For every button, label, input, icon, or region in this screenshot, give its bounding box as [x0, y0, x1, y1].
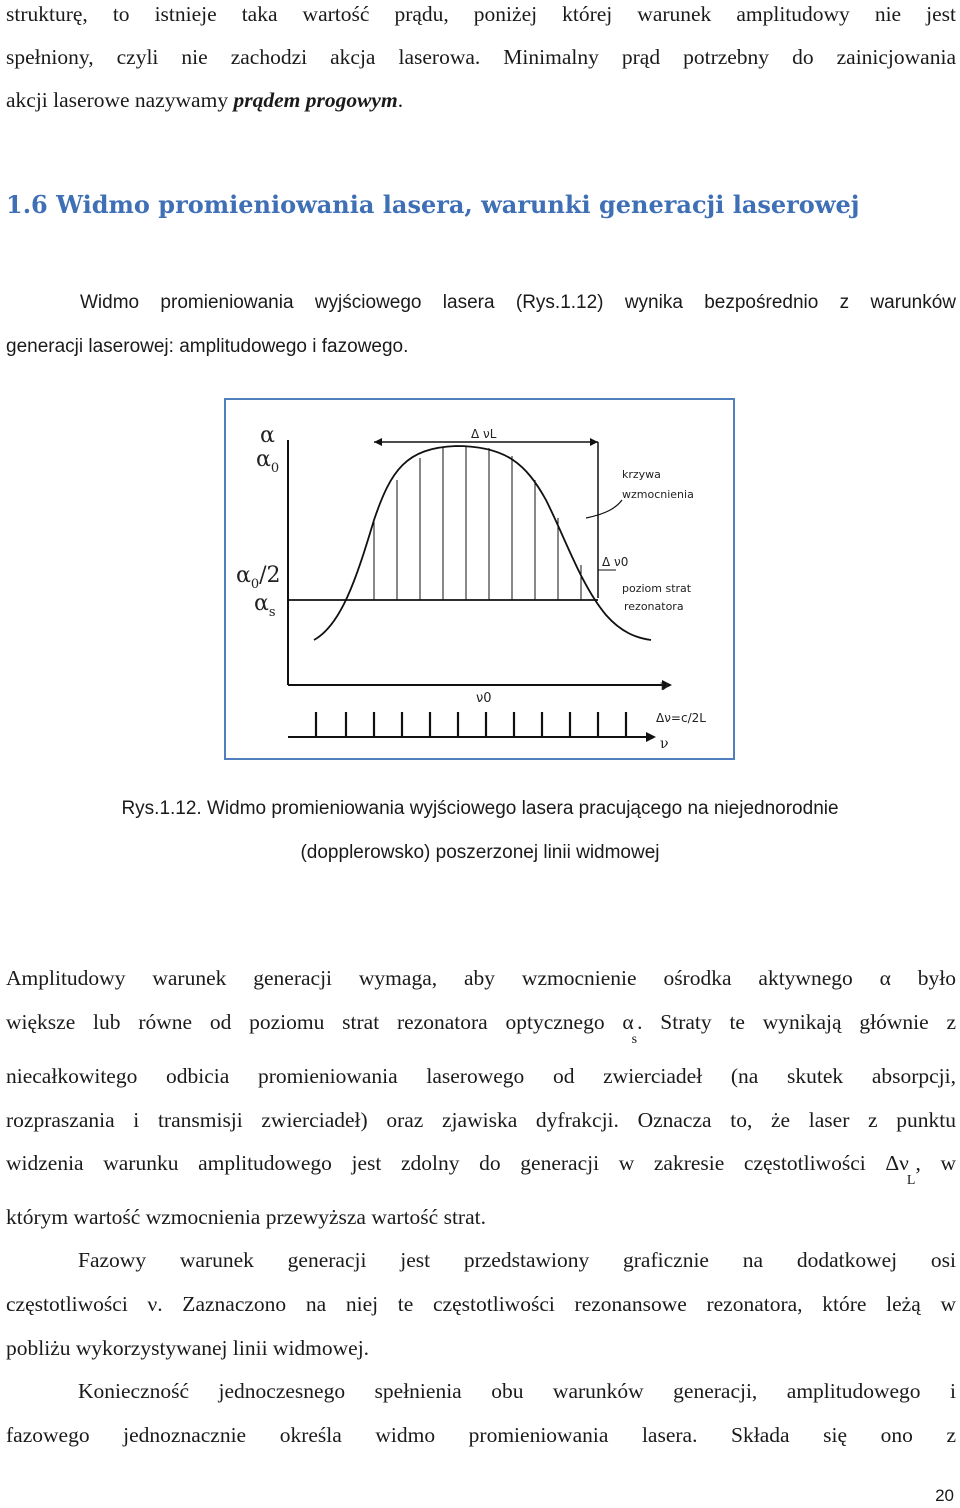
figure-caption-line2: (dopplerowsko) poszerzonej linii widmowej: [300, 842, 660, 863]
text-line: Konieczność jednoczesnego spełnienia obu warunków generacji, amplitudowego i: [78, 1379, 956, 1403]
alphas-label: $\alpha_s$: [254, 591, 276, 620]
dnuL-arrow-left: [374, 438, 382, 446]
text-line: [6, 88, 956, 113]
alpha0-label: $\alpha_0$: [256, 447, 280, 476]
nu-axis2-label: ν: [660, 736, 669, 752]
text-line: niecałkowitego odbicia promieniowania laserowego od zwierciadeł (na skutek absorpcji,: [6, 1064, 956, 1088]
text-span: większe lub równe od poziomu strat rezonatora optycznego α: [6, 1010, 634, 1034]
alpha-label: α: [260, 423, 275, 448]
curve-label-pointer: [586, 500, 622, 518]
text-line: pobliżu wykorzystywanej linii widmowej.: [6, 1336, 370, 1360]
loss-label-line2: rezonatora: [624, 600, 684, 613]
dnuL-label: Δ νL: [471, 427, 497, 441]
text-span: .: [397, 88, 404, 112]
text-line: rozpraszania i transmisji zwierciadeł) oraz zjawiska dyfrakcji. Oznacza to, że laser z punktu: [6, 1108, 956, 1132]
text-line: generacji laserowej: amplitudowego i fazowego.: [6, 336, 409, 357]
text-line: [6, 1010, 956, 1047]
text-line: spełniony, czyli nie zachodzi akcja laserowa. Minimalny prąd potrzebny do zainicjowania: [6, 45, 956, 69]
gain-curve: [314, 446, 651, 640]
text-line: Widmo promieniowania wyjściowego lasera (Rys.1.12) wynika bezpośrednio z warunków: [80, 292, 956, 313]
text-line: którym wartość wzmocnienia przewyższa wartość strat.: [6, 1205, 486, 1229]
text-line: [6, 1151, 957, 1188]
text-span: , w: [915, 1151, 957, 1175]
page-number: 20: [935, 1486, 954, 1505]
loss-label-line1: poziom strat: [622, 582, 692, 595]
nu-axis-label: ν: [660, 678, 669, 694]
text-span: akcji laserowe nazywamy: [6, 88, 234, 112]
figure-caption-line1: Rys.1.12. Widmo promieniowania wyjściowego lasera pracującego na niejednorodnie: [121, 798, 839, 819]
subscript: L: [906, 1173, 916, 1188]
curve-label-line2: wzmocnienia: [622, 488, 694, 501]
dnuL-arrow-right: [590, 438, 598, 446]
figure-diagram: [226, 400, 733, 758]
curve-label-line1: krzywa: [622, 468, 661, 481]
mode-lines: [374, 446, 581, 600]
nu0-label: ν0: [476, 691, 492, 706]
mode-axis-arrow: [646, 732, 656, 742]
text-line: fazowego jednoznacznie określa widmo promieniowania lasera. Składa się ono z: [6, 1423, 956, 1447]
text-line: Amplitudowy warunek generacji wymaga, aby wzmocnienie ośrodka aktywnego α było: [6, 966, 956, 990]
emphasized-term: prądem progowym: [233, 88, 398, 112]
spectrum-figure: [224, 398, 735, 760]
alpha0-half-label: $\alpha_0/2$: [236, 563, 281, 592]
mode-spacing-label: Δν=c/2L: [656, 711, 706, 725]
text-span: . Straty te wynikają głównie z: [637, 1010, 956, 1034]
cavity-mode-ticks: [316, 712, 626, 737]
text-line: częstotliwości ν. Zaznaczono na niej te częstotliwości rezonansowe rezonatora, które leżą w: [6, 1292, 956, 1316]
subscript: s: [631, 1032, 638, 1047]
section-heading: 1.6 Widmo promieniowania lasera, warunki generacji laserowej: [6, 190, 860, 219]
text-line: strukturę, to istnieje taka wartość prądu, poniżej której warunek amplitudowy nie jest: [6, 2, 956, 26]
text-span: widzenia warunku amplitudowego jest zdolny do generacji w zakresie częstotliwości Δν: [6, 1151, 909, 1175]
text-line: Fazowy warunek generacji jest przedstawiony graficznie na dodatkowej osi: [78, 1248, 956, 1272]
dnu0-label: Δ ν0: [602, 555, 629, 569]
